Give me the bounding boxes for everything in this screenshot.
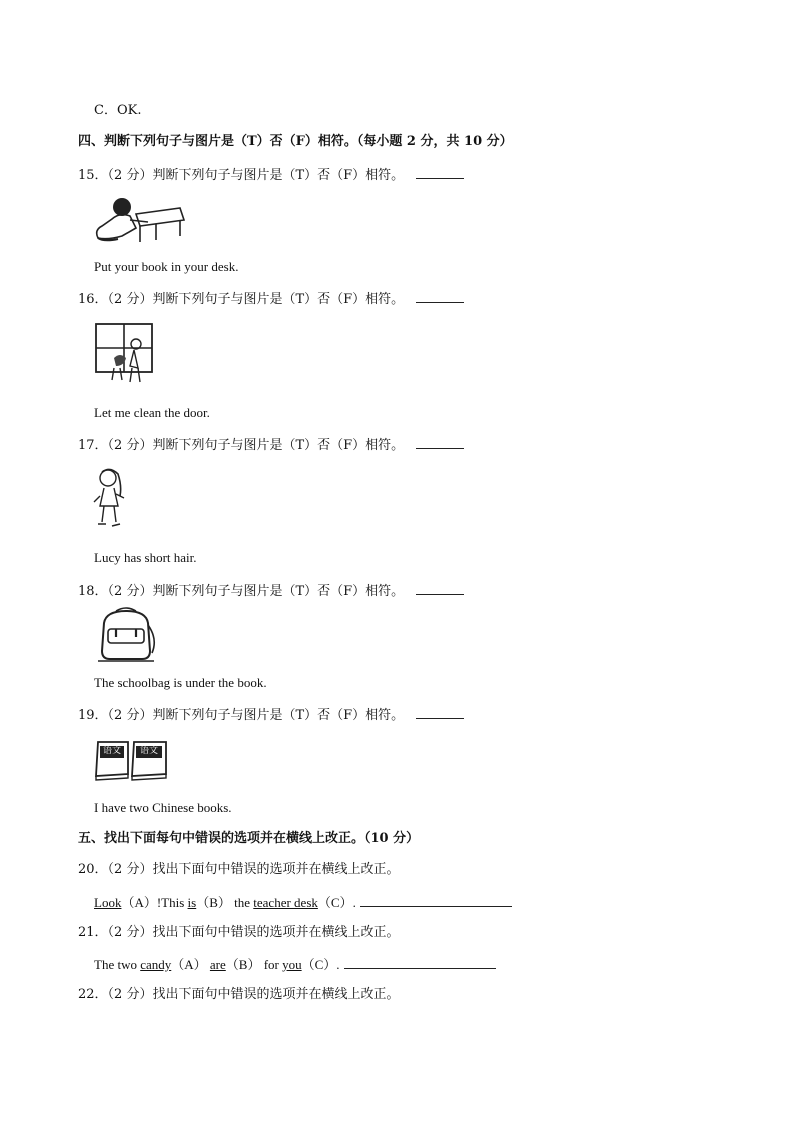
question-number: 18．	[78, 584, 108, 599]
correct-prompt-text: （2 分）找出下面句中错误的选项并在横线上改正。	[107, 987, 400, 1002]
sentence-end: .	[336, 957, 340, 972]
section-5-title: 五、找出下面每句中错误的选项并在横线上改正。（10 分）	[78, 831, 420, 846]
option-c: C．OK.	[94, 103, 142, 118]
picture-girl-cleaning-window	[94, 322, 156, 386]
question-number: 20．	[78, 862, 108, 877]
question-number: 17．	[78, 438, 108, 453]
option-word: are	[209, 957, 226, 972]
judge-prompt-text: （2 分）判断下列句子与图片是（T）否（F）相符。	[107, 438, 405, 453]
option-marker: （B）	[225, 957, 261, 972]
picture-boy-at-desk	[92, 192, 186, 246]
sentence-text: for	[263, 957, 283, 972]
option-marker: （C）	[301, 957, 337, 972]
judge-prompt-text: （2 分）判断下列句子与图片是（T）否（F）相符。	[107, 708, 405, 723]
sentence-text: The two	[94, 957, 141, 972]
question-18-prompt	[78, 582, 464, 600]
question-16-prompt	[78, 290, 464, 308]
question-15-prompt	[78, 166, 464, 184]
question-number: 22．	[78, 987, 108, 1002]
question-20-prompt	[78, 862, 399, 878]
question-21-sentence	[94, 956, 496, 973]
question-number: 21．	[78, 925, 108, 940]
judge-prompt-text: （2 分）判断下列句子与图片是（T）否（F）相符。	[107, 584, 405, 599]
option-word: is	[187, 895, 197, 910]
section-4-title: 四、判断下列句子与图片是（T）否（F）相符。（每小题 2 分，共 10 分）	[78, 134, 513, 149]
question-number: 16．	[78, 292, 108, 307]
question-20-sentence	[94, 894, 512, 911]
picture-schoolbag	[94, 607, 160, 665]
answer-blank-17[interactable]	[416, 436, 464, 449]
picture-girl-long-hair	[92, 466, 132, 532]
judge-prompt-text: （2 分）判断下列句子与图片是（T）否（F）相符。	[107, 168, 405, 183]
question-17-prompt	[78, 436, 464, 454]
answer-blank-16[interactable]	[416, 290, 464, 303]
correct-prompt-text: （2 分）找出下面句中错误的选项并在横线上改正。	[107, 862, 400, 877]
option-marker: （A）	[171, 957, 207, 972]
question-17-sentence: Lucy has short hair.	[94, 550, 197, 565]
question-number: 19．	[78, 708, 108, 723]
book-label: 语文	[139, 746, 158, 756]
question-number: 15．	[78, 168, 108, 183]
picture-two-chinese-books	[94, 740, 170, 782]
question-22-prompt	[78, 987, 399, 1003]
book-label: 语文	[102, 746, 121, 756]
judge-prompt-text: （2 分）判断下列句子与图片是（T）否（F）相符。	[107, 292, 405, 307]
question-15-sentence: Put your book in your desk.	[94, 259, 239, 274]
question-18-sentence: The schoolbag is under the book.	[94, 675, 267, 690]
option-word: Look	[94, 895, 122, 910]
sentence-text: the	[234, 895, 254, 910]
sentence-text: !This	[156, 895, 188, 910]
answer-blank-18[interactable]	[416, 582, 464, 595]
answer-blank-20[interactable]	[360, 894, 512, 907]
question-21-prompt	[78, 925, 399, 941]
sentence-end: .	[352, 895, 356, 910]
option-word: candy	[140, 957, 172, 972]
question-19-sentence: I have two Chinese books.	[94, 800, 232, 815]
option-marker: （B）	[196, 895, 231, 910]
answer-blank-15[interactable]	[416, 166, 464, 179]
option-marker: （A）	[121, 895, 157, 910]
answer-blank-21[interactable]	[344, 956, 496, 969]
answer-blank-19[interactable]	[416, 706, 464, 719]
question-16-sentence: Let me clean the door.	[94, 405, 210, 420]
correct-prompt-text: （2 分）找出下面句中错误的选项并在横线上改正。	[107, 925, 400, 940]
option-word: you	[282, 957, 302, 972]
question-19-prompt	[78, 706, 464, 724]
option-word: teacher desk	[253, 895, 318, 910]
option-marker: （C）	[317, 895, 353, 910]
